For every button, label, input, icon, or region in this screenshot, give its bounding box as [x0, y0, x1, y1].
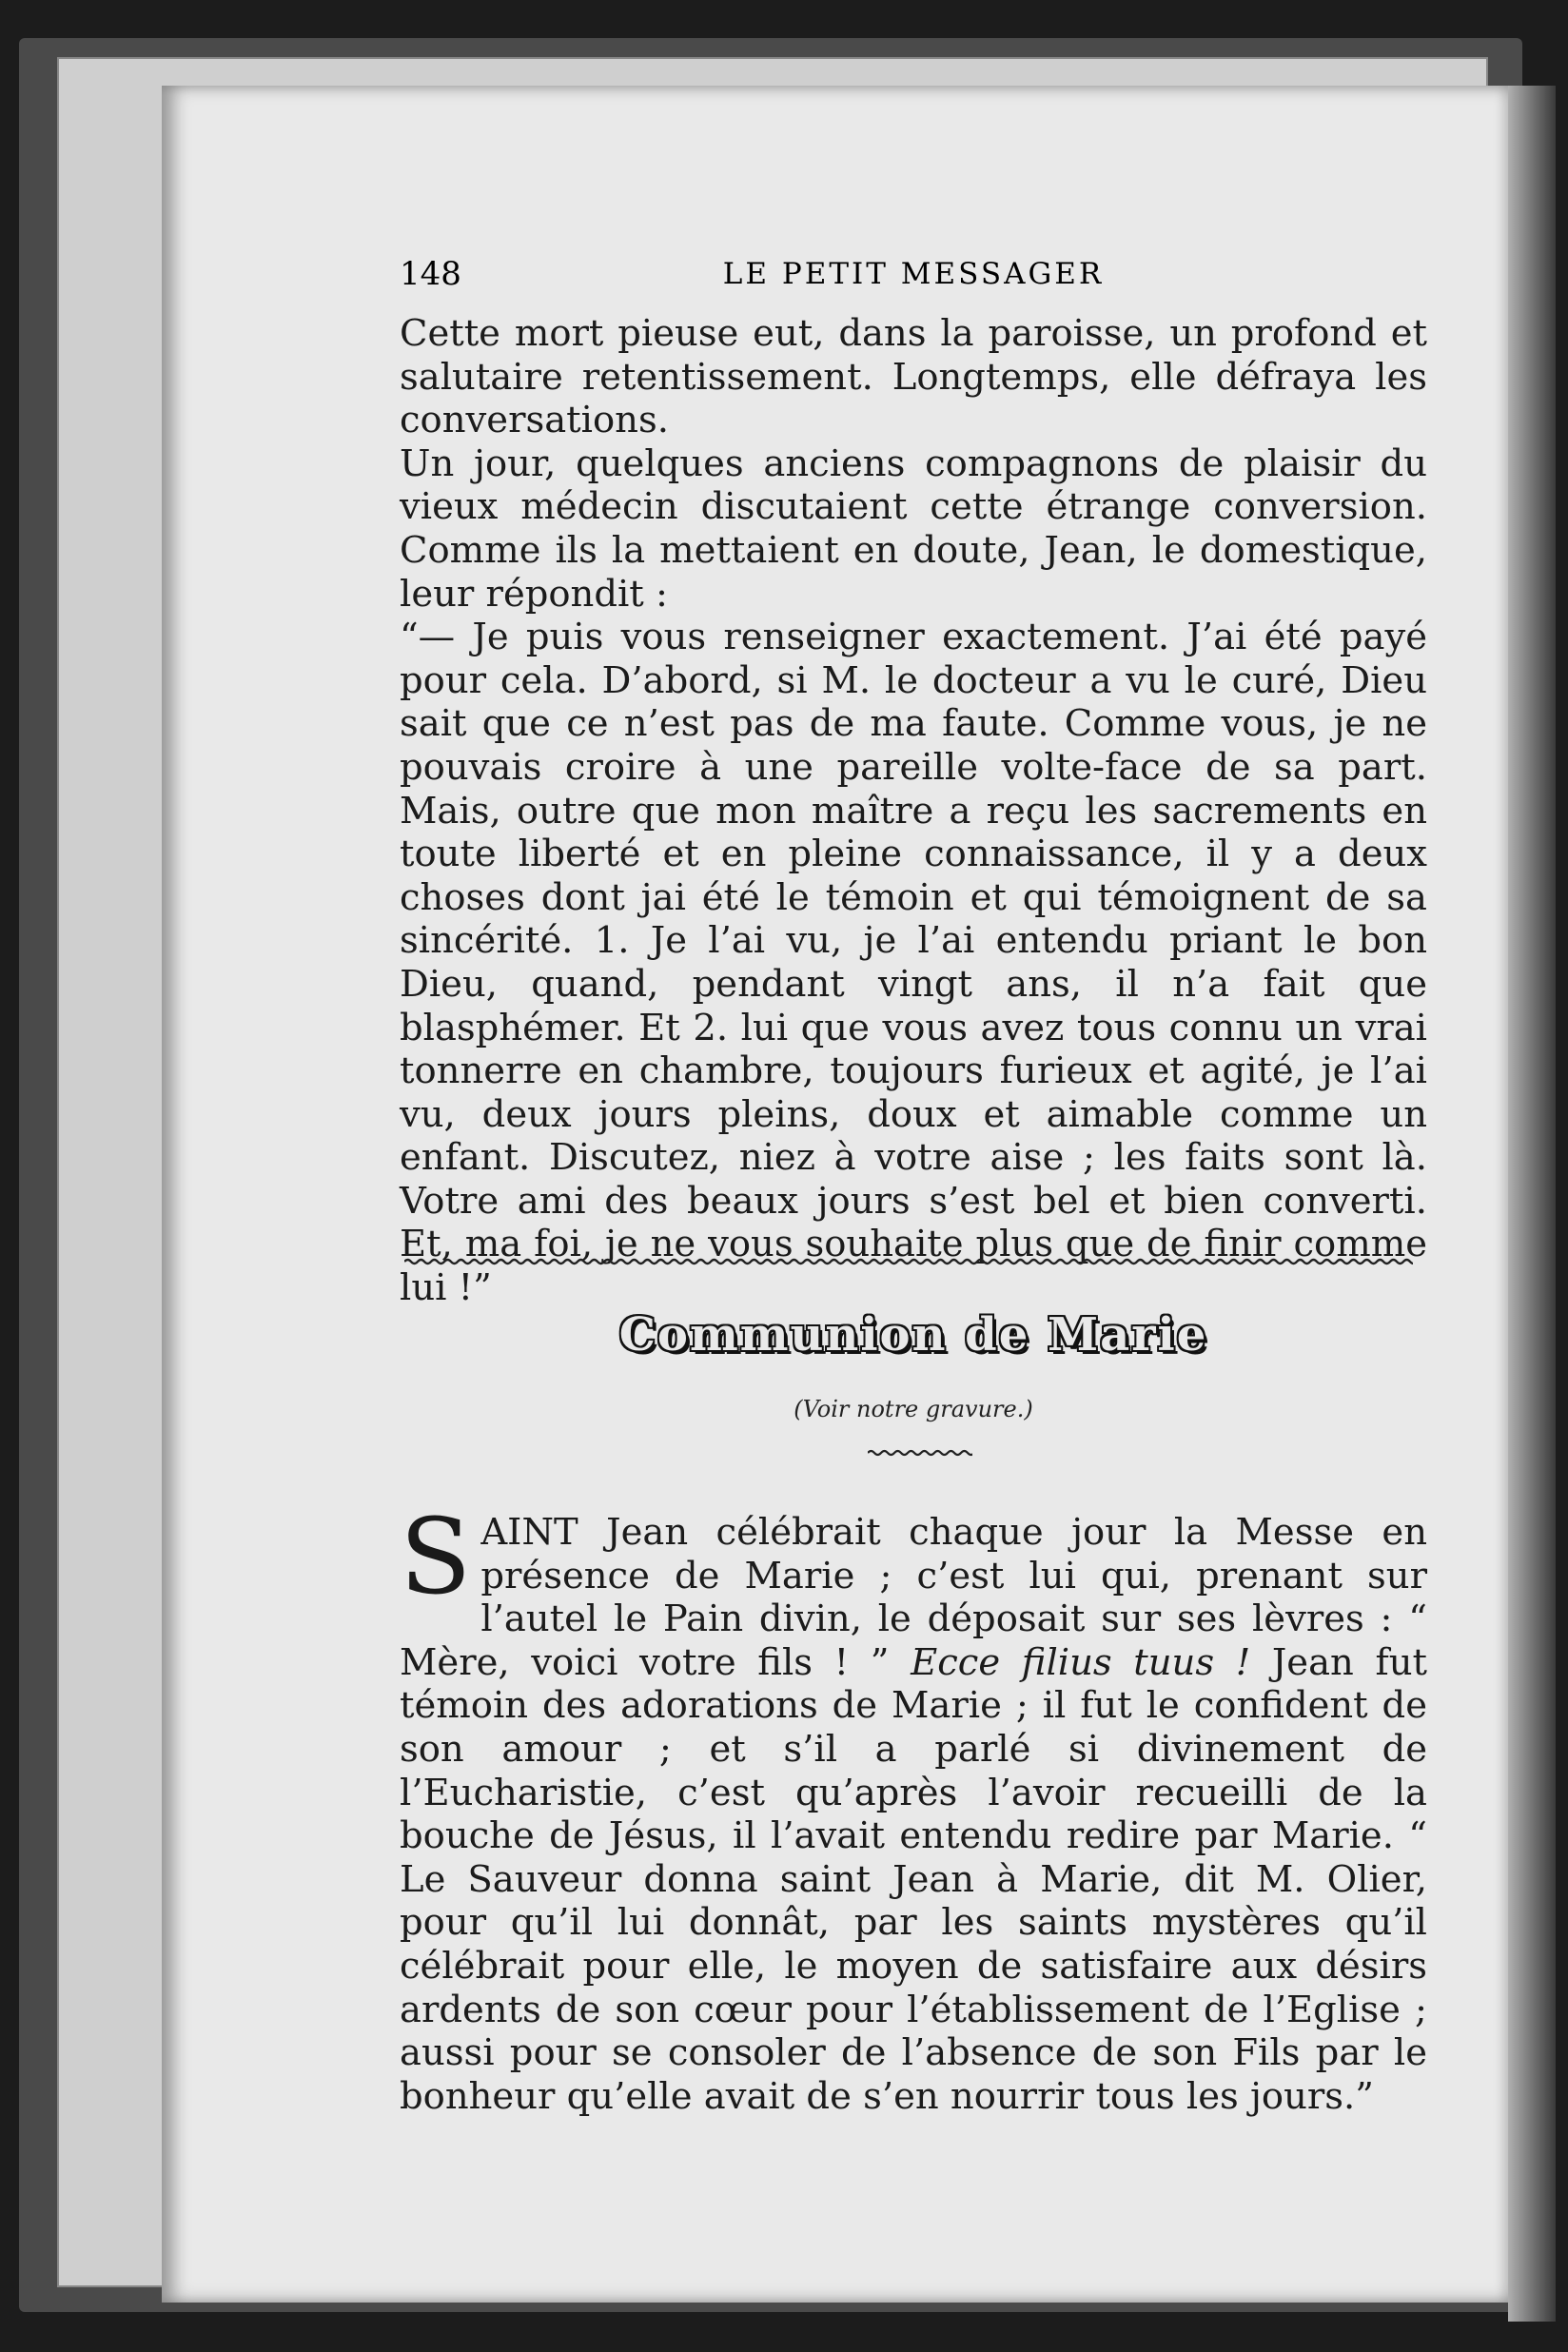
section-subtitle: (Voir notre gravure.) [794, 1396, 1033, 1422]
running-head [400, 255, 1427, 303]
wavy-divider [404, 1254, 1413, 1269]
page-number: 148 [400, 255, 461, 293]
running-title: LE PETIT MESSAGER [722, 257, 1105, 291]
paragraph: Cette mort pieuse eut, dans la paroisse, un profond et salutaire retentissement. Longtemps, elle défraya les conversations. [400, 312, 1427, 442]
paragraph: Un jour, quelques anciens compagnons de plaisir du vieux médecin discutaient cette étrange conversion. Comme ils la mettaient en doute, Jean, le domestique, leur répondit : [400, 441, 1427, 616]
page-edge-shadow [1508, 86, 1556, 2322]
lead-small-caps: AINT [480, 1511, 578, 1554]
latin-quote: Ecce filius tuus ! [911, 1640, 1251, 1684]
section2-text [400, 1496, 1427, 2118]
drop-cap: S [400, 1496, 472, 1617]
paragraph-text: Jean fut témoin des adorations de Marie ; il fut le confident de son amour ; et s’il a parlé si divinement de l’Eucharistie, c’est qu’après l’avoir recueilli de la bouche de Jésus, il l’avait entendu redire par Marie. “ Le Sauveur donna saint Jean à Marie, dit M. Olier, pour qu’il lui donnât, par les saints mystères qu’il célébrait pour elle, le moyen de satisfaire aux désirs ardents de son cœur pour l’établissement de l’Eglise ; aussi pour se consoler de l’absence de son Fils par le bonheur qu’elle avait de s’en nourrir tous les jours.” [400, 1640, 1427, 2118]
paragraph: “— Je puis vous renseigner exactement. J’ai été payé pour cela. D’abord, si M. le docteur a vu le curé, Dieu sait que ce n’est pas de ma faute. Comme vous, je ne pouvais croire à une pareille volte-face de sa part. Mais, outre que mon maître a reçu les sacrements en toute liberté et en pleine connaissance, il y a deux choses dont jai été le témoin et qui témoignent de sa sincérité. 1. Je l’ai vu, je l’ai entendu priant le bon Dieu, quand, pendant vingt ans, il n’a fait que blasphémer. Et 2. lui que vous avez tous connu un vrai tonnerre en chambre, toujours furieux et agité, je l’ai vu, deux jours pleins, doux et aimable comme un enfant. Discutez, niez à votre aise ; les faits sont là. Votre ami des beaux jours s’est bel et bien converti. Et, ma foi, je ne vous souhaite plus que de finir comme lui !” [400, 616, 1427, 1310]
section1-text [400, 312, 1427, 1310]
paragraph [400, 1496, 1427, 2118]
section-title: Communion de Marie [618, 1308, 1208, 1362]
small-wavy-divider [868, 1446, 972, 1460]
paragraph-text: Jean célébrait chaque jour la Messe en présence de Marie ; c’est lui qui, prenant sur l’autel le Pain divin, le déposait sur ses lèvres : “ Mère, voici votre fils ! ” [400, 1511, 1427, 1684]
